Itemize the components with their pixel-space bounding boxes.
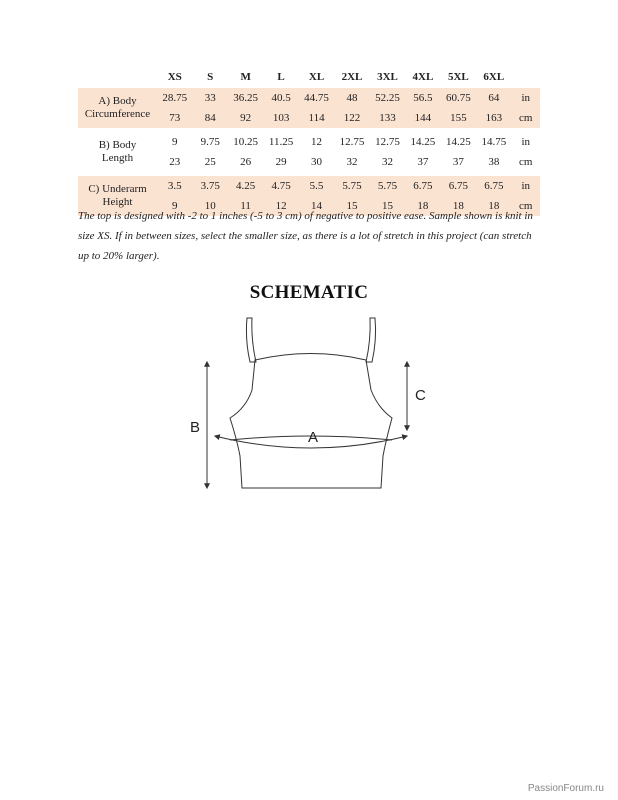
- table-cell: 6.75: [405, 176, 440, 196]
- table-cell: 40.5: [263, 88, 298, 108]
- table-cell: 5.75: [370, 176, 405, 196]
- table-cell: 9: [171, 136, 178, 148]
- watermark: PassionForum.ru: [527, 783, 604, 794]
- table-cell: 37: [417, 156, 429, 168]
- table-cell: 12: [311, 136, 323, 148]
- table-cell: 114: [299, 108, 334, 128]
- size-header: 3XL: [377, 71, 398, 83]
- table-cell: 10.25: [233, 136, 259, 148]
- unit-label: cm: [512, 196, 540, 216]
- size-header: 4XL: [412, 71, 434, 83]
- schematic-title: SCHEMATIC: [249, 282, 369, 303]
- table-cell: 37: [452, 156, 464, 168]
- table-cell: 18: [441, 196, 476, 216]
- size-header: M: [240, 71, 251, 83]
- row-label-body-circumference: A) Body Circumference: [78, 88, 157, 128]
- table-cell: 26: [240, 156, 252, 168]
- table-cell: 14.25: [410, 136, 436, 148]
- size-header: 2XL: [341, 71, 363, 83]
- table-cell: 122: [334, 108, 369, 128]
- table-cell: 163: [476, 108, 511, 128]
- table-cell: 18: [476, 196, 511, 216]
- table-cell: 15: [334, 196, 369, 216]
- table-cell: 60.75: [441, 88, 476, 108]
- table-cell: 4.25: [228, 176, 263, 196]
- table-cell: 6.75: [441, 176, 476, 196]
- table-cell: 25: [204, 156, 216, 168]
- table-cell: 11.25: [268, 136, 294, 148]
- table-cell: 11: [228, 196, 263, 216]
- table-cell: 5.75: [334, 176, 369, 196]
- table-cell: 103: [263, 108, 298, 128]
- table-cell: 29: [275, 156, 287, 168]
- table-cell: 23: [169, 156, 181, 168]
- label-c: C: [415, 387, 426, 404]
- table-cell: 133: [370, 108, 405, 128]
- table-cell: 14.75: [481, 136, 507, 148]
- table-cell: 73: [157, 108, 192, 128]
- table-cell: 84: [192, 108, 227, 128]
- size-header: XL: [308, 71, 325, 83]
- table-cell: 38: [488, 156, 500, 168]
- table-row-body-circumference-in: [78, 88, 540, 108]
- table-cell: 92: [228, 108, 263, 128]
- size-header-row: [78, 66, 540, 88]
- table-cell: 28.75: [157, 88, 192, 108]
- table-cell: 144: [405, 108, 440, 128]
- table-cell: 9.75: [200, 136, 220, 148]
- table-cell: 44.75: [299, 88, 334, 108]
- unit-label: in: [512, 88, 540, 108]
- table-cell: 3.5: [157, 176, 192, 196]
- table-cell: 52.25: [370, 88, 405, 108]
- table-cell: 9: [157, 196, 192, 216]
- ease-note: The top is designed with -2 to 1 inches (-5 to 3 cm) of negative to positive ease. Sample shown is knit in size XS. If in between sizes, select the smaller size, as there is a lot of stretch in this project (can stretch up to 20% larger).: [78, 210, 533, 262]
- table-cell: 12.75: [375, 136, 400, 148]
- unit-label: in: [521, 136, 531, 148]
- schematic-diagram: [180, 312, 440, 502]
- left-strap: [246, 318, 256, 362]
- table-cell: 12: [263, 196, 298, 216]
- table-cell: 4.75: [263, 176, 298, 196]
- row-label-body-length: B) Body Length: [98, 139, 137, 164]
- table-cell: 56.5: [405, 88, 440, 108]
- right-strap: [366, 318, 376, 362]
- label-a: A: [308, 429, 319, 446]
- table-cell: 18: [405, 196, 440, 216]
- table-cell: 36.25: [228, 88, 263, 108]
- unit-label: cm: [519, 156, 533, 168]
- table-cell: 155: [441, 108, 476, 128]
- size-header: L: [277, 71, 285, 83]
- row-label-underarm-height: C) Underarm Height: [78, 176, 157, 216]
- table-cell: 10: [192, 196, 227, 216]
- table-cell: 14: [299, 196, 334, 216]
- table-cell: 5.5: [299, 176, 334, 196]
- label-b: B: [190, 419, 201, 436]
- table-row-underarm-height-in: [78, 176, 540, 196]
- size-header: XS: [167, 71, 182, 83]
- unit-label: in: [512, 176, 540, 196]
- unit-label: cm: [512, 108, 540, 128]
- garment-outline: [230, 354, 392, 489]
- table-cell: 14.25: [445, 136, 471, 148]
- table-cell: 30: [311, 156, 323, 168]
- table-cell: 6.75: [476, 176, 511, 196]
- table-cell: 15: [370, 196, 405, 216]
- table-cell: 12.75: [339, 136, 365, 148]
- table-cell: 64: [476, 88, 511, 108]
- table-cell: 48: [334, 88, 369, 108]
- size-header: S: [207, 71, 214, 83]
- size-table: [78, 66, 540, 216]
- table-cell: 3.75: [192, 176, 227, 196]
- size-header: 6XL: [483, 71, 505, 83]
- table-row-body-length-in: [78, 132, 540, 152]
- table-cell: 32: [346, 156, 358, 168]
- size-header: 5XL: [447, 71, 469, 83]
- table-cell: 33: [192, 88, 227, 108]
- table-cell: 32: [381, 156, 393, 168]
